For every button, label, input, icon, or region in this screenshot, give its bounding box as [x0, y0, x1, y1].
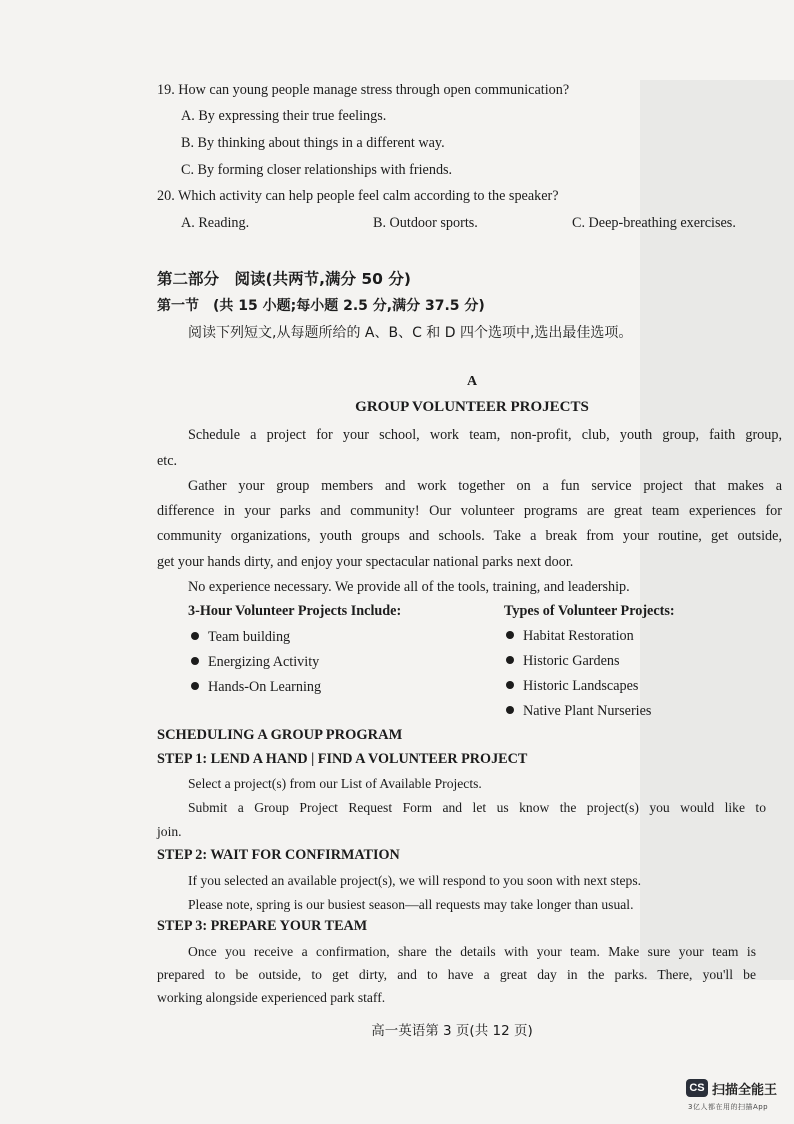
camscanner-name: 扫描全能王: [712, 1083, 778, 1098]
list-item-label: Historic Gardens: [523, 653, 620, 669]
step-1-line-3: join.: [157, 824, 182, 839]
passage-letter: A: [466, 374, 478, 389]
list-item-label: Energizing Activity: [208, 654, 320, 670]
paragraph-1-line-1: Schedule a project for your school, work team, non-profit, club, youth group, faith group,: [188, 427, 782, 443]
list-item-native-plant-nurseries: [506, 703, 651, 720]
list-item-energizing-activity: [191, 654, 319, 671]
step-1-line-1: Select a project(s) from our List of Available Projects.: [188, 776, 482, 791]
step-3-line-3: working alongside experienced park staff.: [157, 990, 386, 1005]
list-item-label: Hands-On Learning: [208, 679, 322, 695]
paragraph-2-line-2: difference in your parks and community! Our volunteer programs are great team experiences for: [157, 503, 782, 519]
list-item-historic-landscapes: [506, 678, 638, 695]
bullet-icon: [191, 682, 199, 690]
list-item-habitat-restoration: [506, 628, 634, 645]
bullet-icon: [506, 656, 514, 664]
camscanner-logo-icon: CS: [686, 1079, 708, 1097]
paragraph-2-line-1: Gather your group members and work together on a fun service project that makes a: [188, 478, 782, 494]
list-item-hands-on-learning: [191, 679, 321, 696]
question-19-option-c: C. By forming closer relationships with friends.: [181, 162, 453, 178]
step-1-line-2: Submit a Group Project Request Form and let us know the project(s) you would like to: [188, 800, 766, 815]
question-20: 20. Which activity can help people feel calm according to the speaker?: [157, 188, 559, 204]
question-20-option-a: A. Reading.: [181, 215, 250, 231]
bullet-icon: [506, 681, 514, 689]
paragraph-2-line-3: community organizations, youth groups and schools. Take a break from your routine, get outside,: [157, 528, 782, 544]
bullet-icon: [506, 631, 514, 639]
list-item-historic-gardens: [506, 653, 620, 670]
list-item-label: Native Plant Nurseries: [523, 703, 652, 719]
question-20-option-c: C. Deep-breathing exercises.: [572, 215, 736, 231]
bullet-icon: [191, 632, 199, 640]
step-3-line-2: prepared to be outside, to get dirty, and to have a great day in the parks. There, you'll be: [157, 967, 756, 982]
question-19: 19. How can young people manage stress through open communication?: [157, 82, 570, 98]
question-19-option-b: B. By thinking about things in a different way.: [181, 135, 445, 151]
paragraph-2-line-4: get your hands dirty, and enjoy your spectacular national parks next door.: [157, 554, 574, 570]
reading-instruction: 阅读下列短文,从每题所给的 A、B、C 和 D 四个选项中,选出最佳选项。: [188, 325, 633, 341]
list-item-team-building: [191, 629, 290, 646]
camscanner-tagline: 3亿人都在用的扫描App: [688, 1103, 769, 1111]
page-footer: 高一英语第 3 页(共 12 页): [371, 1023, 533, 1039]
paragraph-3: No experience necessary. We provide all of the tools, training, and leadership.: [188, 579, 630, 595]
list-item-label: Historic Landscapes: [523, 678, 639, 694]
passage-title: GROUP VOLUNTEER PROJECTS: [355, 399, 589, 415]
step-3-heading: STEP 3: PREPARE YOUR TEAM: [157, 918, 368, 934]
types-heading: Types of Volunteer Projects:: [504, 603, 675, 619]
step-2-heading: STEP 2: WAIT FOR CONFIRMATION: [157, 847, 400, 863]
question-19-option-a: A. By expressing their true feelings.: [181, 108, 387, 124]
include-heading: 3-Hour Volunteer Projects Include:: [188, 603, 402, 619]
step-3-line-1: Once you receive a confirmation, share the details with your team. Make sure your team is: [188, 944, 756, 959]
list-item-label: Habitat Restoration: [523, 628, 634, 644]
part-two-title: 第二部分 阅读(共两节,满分 50 分): [157, 270, 411, 288]
bullet-icon: [506, 706, 514, 714]
list-item-label: Team building: [208, 629, 291, 645]
step-1-heading: STEP 1: LEND A HAND | FIND A VOLUNTEER PROJECT: [157, 751, 528, 767]
paragraph-1-line-2: etc.: [157, 453, 178, 469]
section-one-title: 第一节 (共 15 小题;每小题 2.5 分,满分 37.5 分): [157, 298, 485, 314]
question-20-option-b: B. Outdoor sports.: [373, 215, 478, 231]
step-2-line-2: Please note, spring is our busiest season—all requests may take longer than usual.: [188, 897, 634, 912]
step-2-line-1: If you selected an available project(s), we will respond to you soon with next steps.: [188, 873, 642, 888]
scheduling-heading: SCHEDULING A GROUP PROGRAM: [157, 727, 403, 743]
bullet-icon: [191, 657, 199, 665]
